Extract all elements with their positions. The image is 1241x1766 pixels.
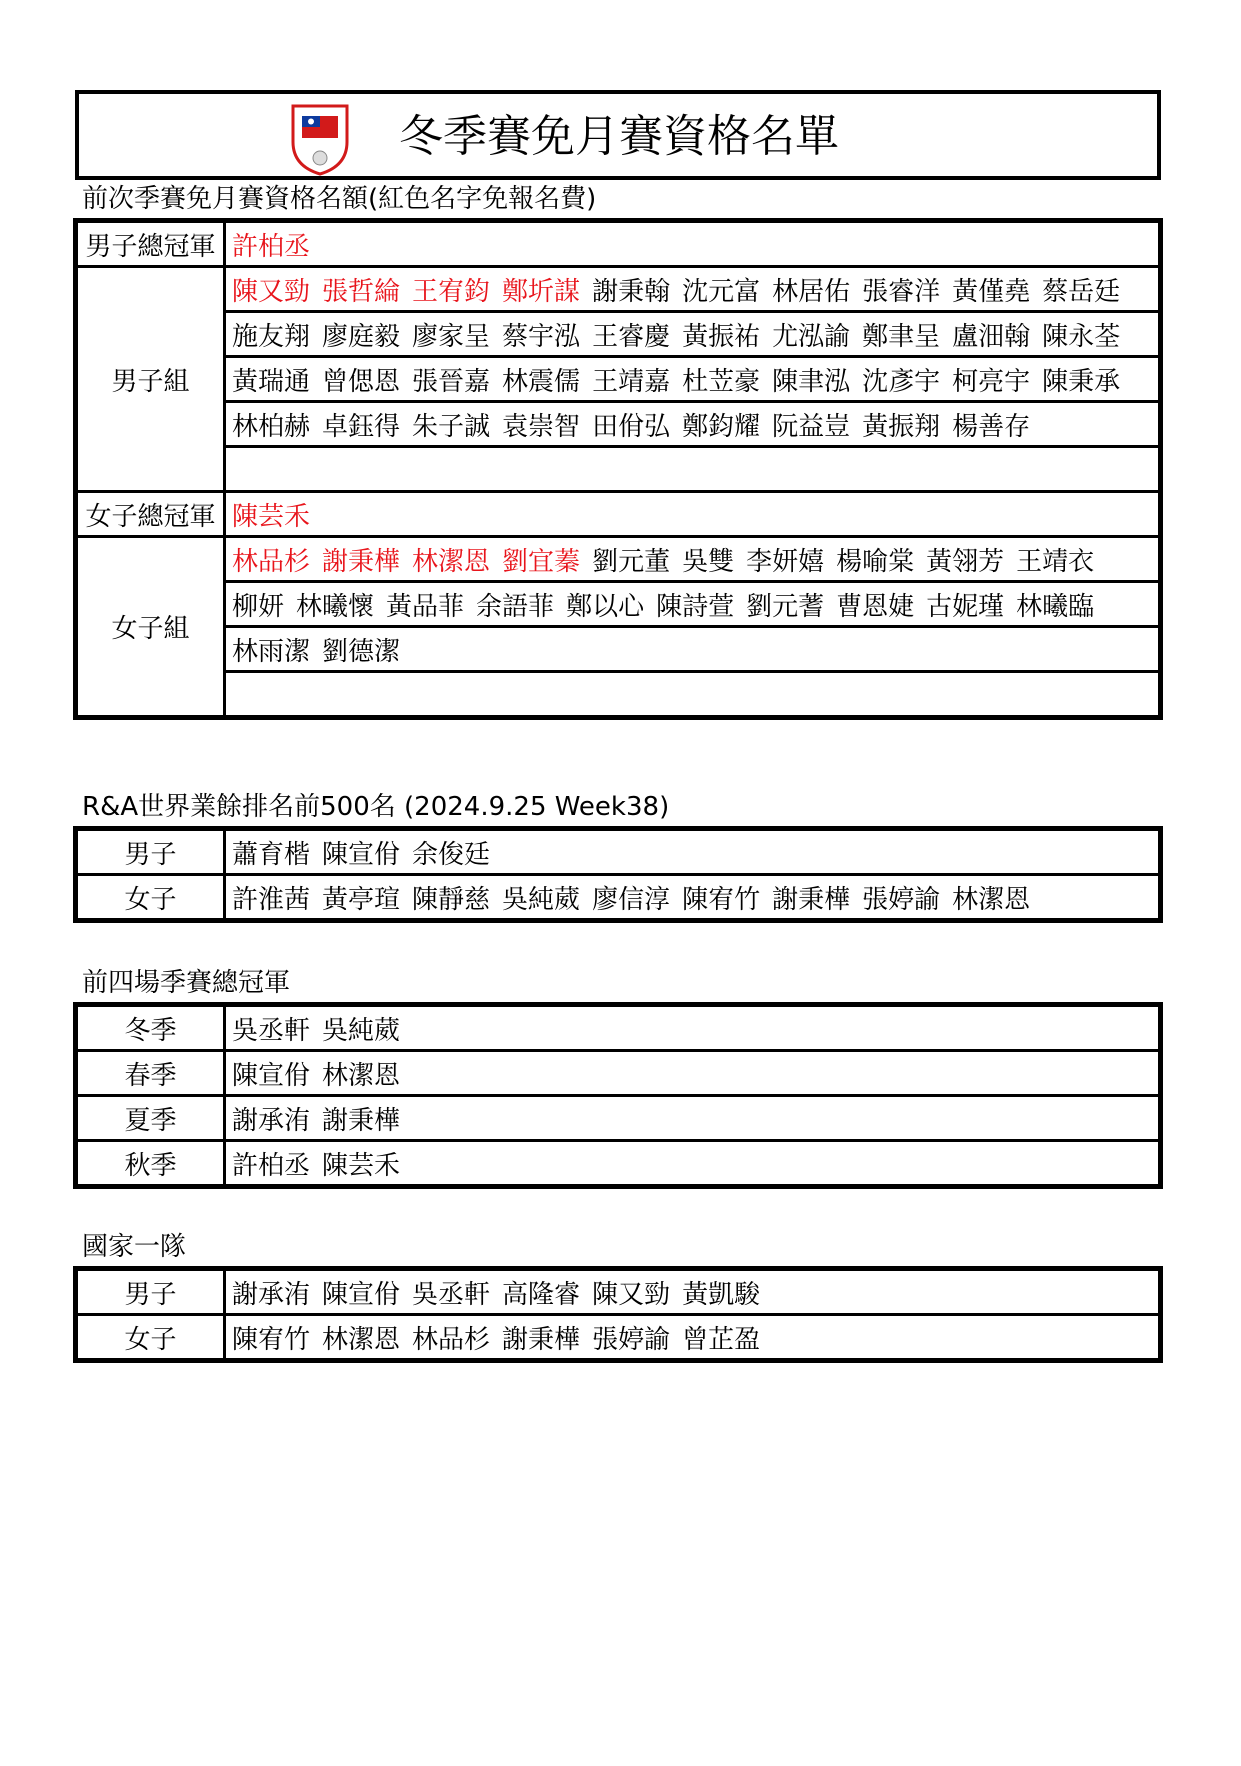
ranking-heading: R&A世界業餘排名前500名 (2024.9.25 Week38): [82, 792, 670, 822]
person-name: 陳又勁: [592, 1279, 671, 1310]
person-name: 林潔恩: [322, 1324, 401, 1355]
person-name: 林品杉: [232, 546, 311, 577]
person-name: 許淮茜: [232, 884, 311, 915]
person-name: 蔡宇泓: [502, 321, 581, 352]
seasons-table: [75, 1004, 1161, 1187]
person-name: 許柏丞: [232, 1150, 311, 1181]
person-name: 張哲綸: [322, 276, 401, 307]
men-champion-label: 男子總冠軍: [77, 222, 225, 267]
category-label: 女子: [77, 875, 225, 920]
person-name: 陳秉承: [1042, 366, 1121, 397]
person-name: 王睿慶: [592, 321, 671, 352]
men-row: [225, 402, 1160, 447]
names-cell: [225, 830, 1160, 875]
person-name: 余語菲: [476, 591, 555, 622]
page-title: 冬季賽免月賽資格名單: [399, 111, 839, 162]
men-row: [225, 267, 1160, 312]
person-name: 陳宣佾: [322, 839, 401, 870]
person-name: 陳宥竹: [682, 884, 761, 915]
women-row: [225, 627, 1160, 672]
category-label: 秋季: [77, 1141, 225, 1186]
person-name: 陳永荃: [1042, 321, 1121, 352]
person-name: 鄭聿呈: [862, 321, 941, 352]
person-name: 蔡岳廷: [1042, 276, 1121, 307]
person-name: 朱子誠: [412, 411, 491, 442]
person-name: 陳聿泓: [772, 366, 851, 397]
person-name: 曾芷盈: [682, 1324, 761, 1355]
person-name: 吳純葳: [322, 1015, 401, 1046]
person-name: 吳丞軒: [412, 1279, 491, 1310]
person-name: 劉元董: [592, 546, 671, 577]
person-name: 林曦懷: [296, 591, 375, 622]
person-name: 劉德潔: [322, 636, 401, 667]
person-name: 廖信淳: [592, 884, 671, 915]
men-row: [225, 312, 1160, 357]
person-name: 黃翎芳: [926, 546, 1005, 577]
person-name: 鄭鈞耀: [682, 411, 761, 442]
person-name: 高隆睿: [502, 1279, 581, 1310]
women-row: [225, 537, 1160, 582]
person-name: 鄭以心: [566, 591, 645, 622]
men-group-label: 男子組: [77, 267, 225, 492]
title-box: [75, 90, 1161, 180]
person-name: 王宥鈞: [412, 276, 491, 307]
person-name: 陳宣佾: [322, 1279, 401, 1310]
women-champion-label: 女子總冠軍: [77, 492, 225, 537]
person-name: 卓鈺得: [322, 411, 401, 442]
names-cell: [225, 1141, 1160, 1186]
person-name: 張晉嘉: [412, 366, 491, 397]
person-name: 王靖衣: [1016, 546, 1095, 577]
person-name: 鄭圻謀: [502, 276, 581, 307]
person-name: 尤泓諭: [772, 321, 851, 352]
person-name: 劉元蓍: [746, 591, 825, 622]
person-name: 黃凱駿: [682, 1279, 761, 1310]
names-cell: [225, 1270, 1160, 1315]
person-name: 曹恩婕: [836, 591, 915, 622]
person-name: 張婷諭: [862, 884, 941, 915]
previous-season-table: [75, 220, 1161, 718]
person-name: 黃振翔: [862, 411, 941, 442]
person-name: 袁崇智: [502, 411, 581, 442]
national-team-table: [75, 1268, 1161, 1361]
person-name: 林曦臨: [1016, 591, 1095, 622]
men-champion-cell: [225, 222, 1160, 267]
women-row: [225, 582, 1160, 627]
person-name: 林品杉: [412, 1324, 491, 1355]
person-name: 阮益豈: [772, 411, 851, 442]
person-name: 王靖嘉: [592, 366, 671, 397]
person-name: 黃振祐: [682, 321, 761, 352]
person-name: 黃品菲: [386, 591, 465, 622]
person-name: 楊喻棠: [836, 546, 915, 577]
person-name: 陳靜慈: [412, 884, 491, 915]
person-name: 謝秉樺: [322, 546, 401, 577]
person-name: 林震儒: [502, 366, 581, 397]
person-name: 林居佑: [772, 276, 851, 307]
person-name: 謝秉樺: [322, 1105, 401, 1136]
person-name: 李妍嬉: [746, 546, 825, 577]
person-name: 謝秉樺: [502, 1324, 581, 1355]
previous-season-heading: 前次季賽免月賽資格名額(紅色名字免報名費): [82, 184, 597, 214]
seasons-heading: 前四場季賽總冠軍: [82, 968, 291, 998]
person-name: 余俊廷: [412, 839, 491, 870]
person-name: 黃瑞通: [232, 366, 311, 397]
person-name: 謝秉樺: [772, 884, 851, 915]
person-name: 黃僅堯: [952, 276, 1031, 307]
women-champion-cell: [225, 492, 1160, 537]
person-name: 陳宣佾: [232, 1060, 311, 1091]
person-name: 吳雙: [682, 546, 735, 577]
names-cell: [225, 1006, 1160, 1051]
person-name: 古妮瑾: [926, 591, 1005, 622]
person-name: 陳宥竹: [232, 1324, 311, 1355]
person-name: 沈元富: [682, 276, 761, 307]
person-name: 林柏赫: [232, 411, 311, 442]
women-group-label: 女子組: [77, 537, 225, 717]
person-name: 田佾弘: [592, 411, 671, 442]
person-name: 林潔恩: [412, 546, 491, 577]
person-name: 謝承洧: [232, 1279, 311, 1310]
person-name: 林雨潔: [232, 636, 311, 667]
ranking-table: [75, 828, 1161, 921]
person-name: 廖家呈: [412, 321, 491, 352]
men-row-empty: [225, 447, 1160, 492]
person-name: 陳芸禾: [322, 1150, 401, 1181]
category-label: 男子: [77, 1270, 225, 1315]
person-name: 陳又勁: [232, 276, 311, 307]
association-logo: [289, 102, 351, 176]
category-label: 春季: [77, 1051, 225, 1096]
person-name: 沈彥宇: [862, 366, 941, 397]
names-cell: [225, 875, 1160, 920]
person-name: 陳芸禾: [232, 501, 311, 532]
person-name: 施友翔: [232, 321, 311, 352]
person-name: 張睿洋: [862, 276, 941, 307]
person-name: 吳丞軒: [232, 1015, 311, 1046]
person-name: 許柏丞: [232, 231, 311, 262]
person-name: 柯亮宇: [952, 366, 1031, 397]
person-name: 蕭育楷: [232, 839, 311, 870]
names-cell: [225, 1315, 1160, 1360]
person-name: 謝承洧: [232, 1105, 311, 1136]
men-row: [225, 357, 1160, 402]
category-label: 男子: [77, 830, 225, 875]
person-name: 楊善存: [952, 411, 1031, 442]
category-label: 夏季: [77, 1096, 225, 1141]
person-name: 林潔恩: [952, 884, 1031, 915]
person-name: 廖庭毅: [322, 321, 401, 352]
names-cell: [225, 1096, 1160, 1141]
person-name: 張婷諭: [592, 1324, 671, 1355]
person-name: 杜苙豪: [682, 366, 761, 397]
person-name: 柳妍: [232, 591, 285, 622]
person-name: 陳詩萱: [656, 591, 735, 622]
person-name: 吳純葳: [502, 884, 581, 915]
person-name: 盧沺翰: [952, 321, 1031, 352]
person-name: 黃亭瑄: [322, 884, 401, 915]
category-label: 女子: [77, 1315, 225, 1360]
category-label: 冬季: [77, 1006, 225, 1051]
person-name: 曾偲恩: [322, 366, 401, 397]
person-name: 劉宜蓁: [502, 546, 581, 577]
names-cell: [225, 1051, 1160, 1096]
person-name: 林潔恩: [322, 1060, 401, 1091]
person-name: 謝秉翰: [592, 276, 671, 307]
women-row-empty: [225, 672, 1160, 717]
national-team-heading: 國家一隊: [82, 1232, 187, 1262]
